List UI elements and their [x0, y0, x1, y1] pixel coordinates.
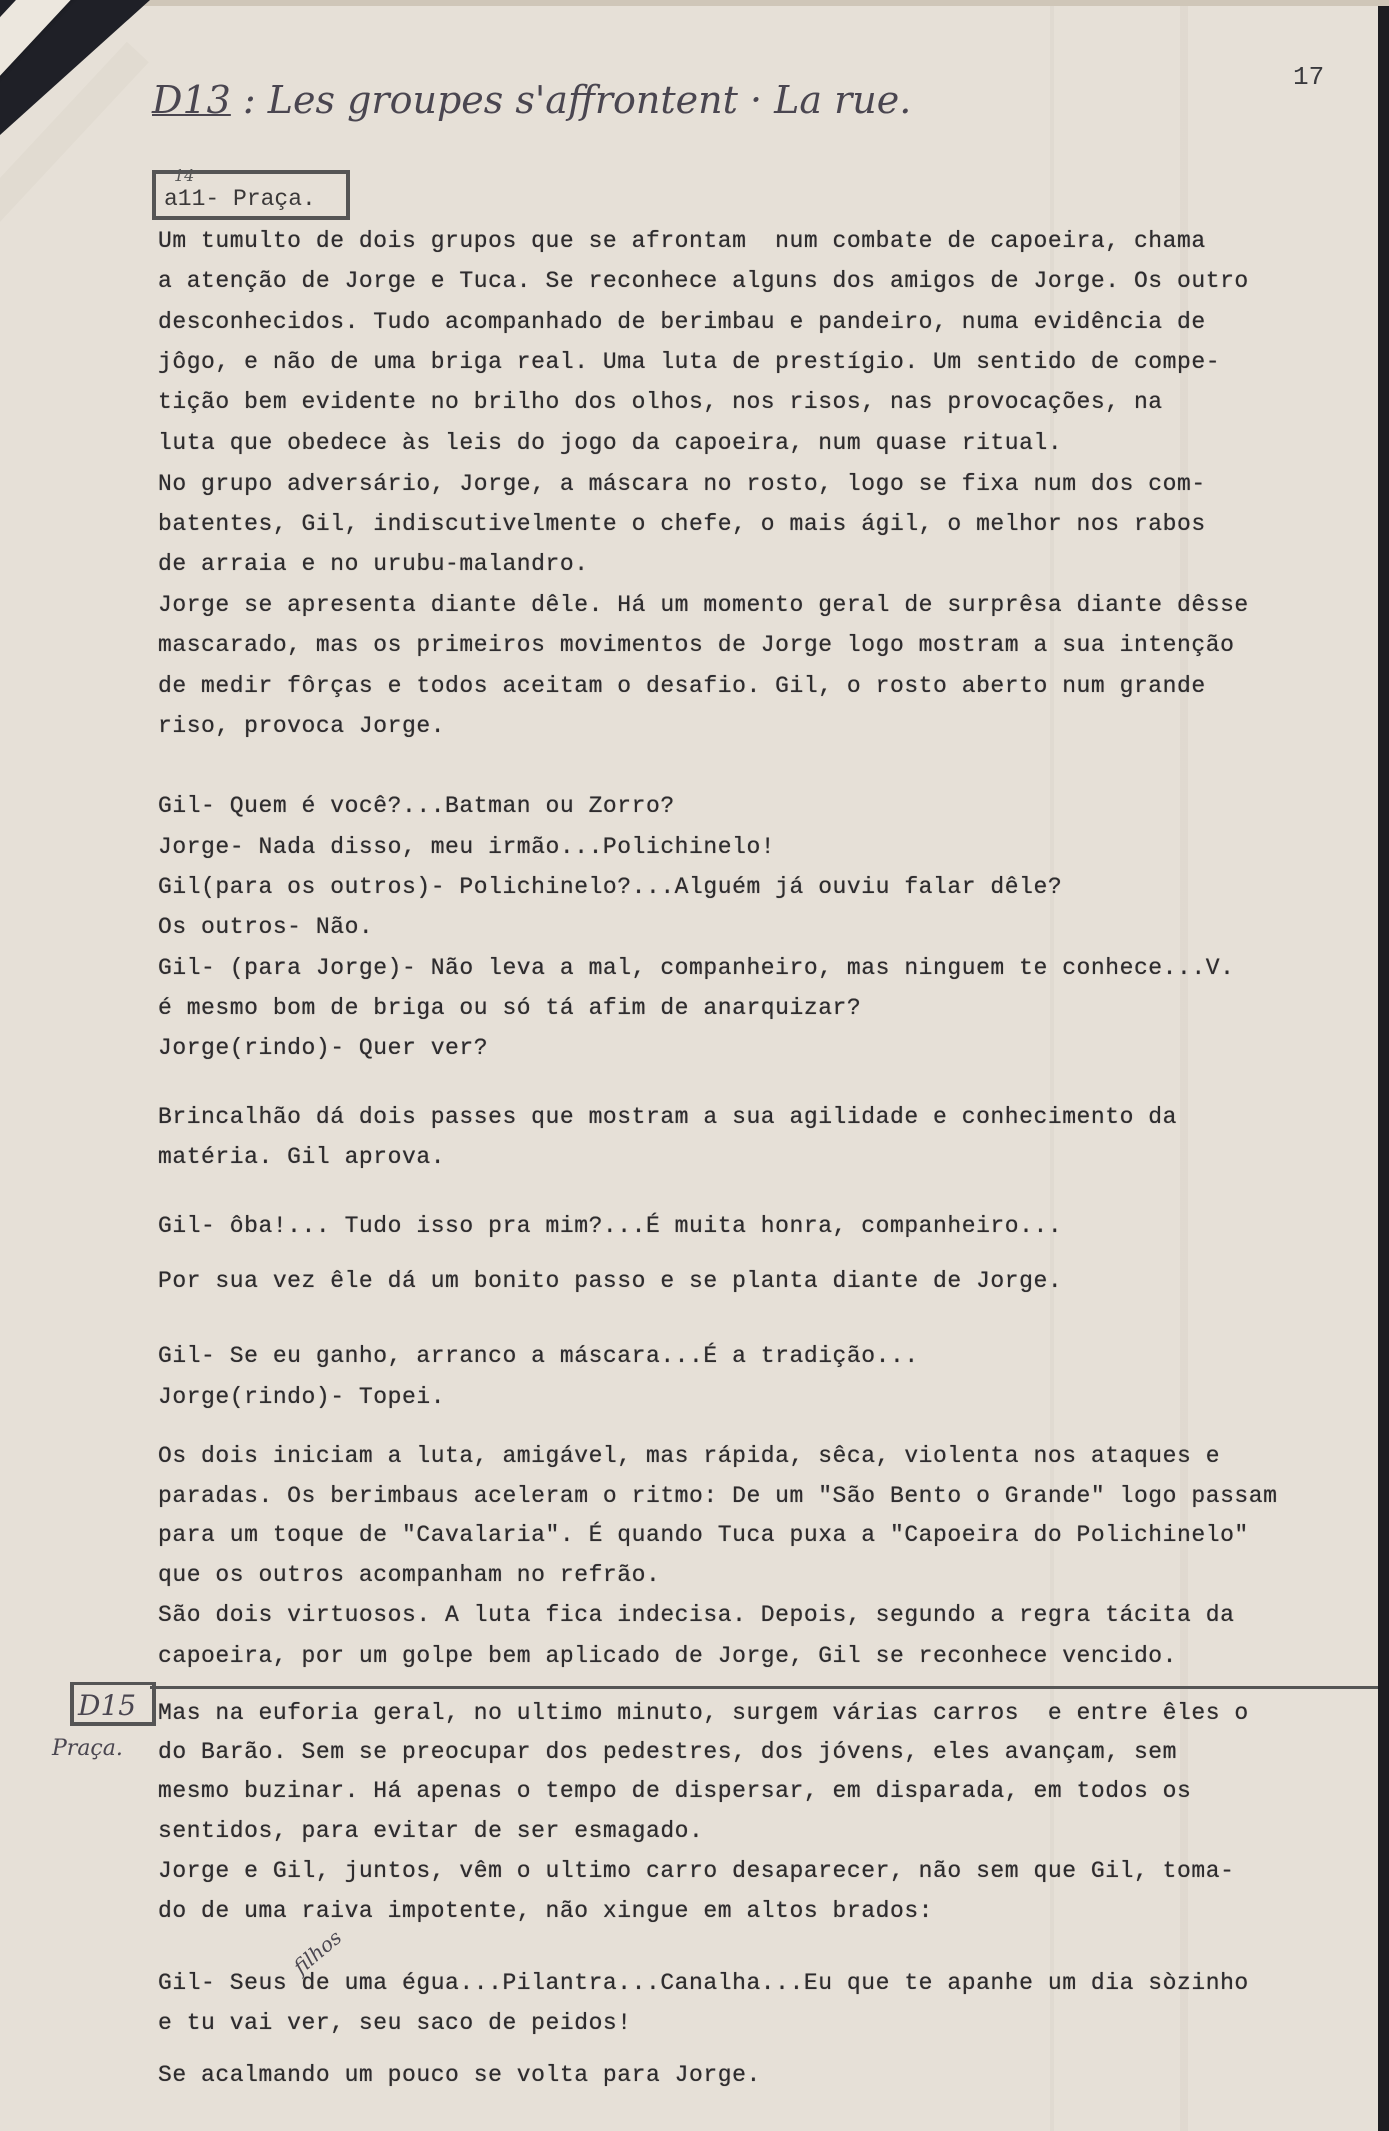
text-line: Jorge se apresenta diante dêle. Há um momento geral de surprêsa diante dêsse [158, 592, 1249, 618]
text-line: tição bem evidente no brilho dos olhos, nos risos, nas provocações, na [158, 389, 1163, 415]
text-line: desconhecidos. Tudo acompanhado de berimbau e pandeiro, numa evidência de [158, 309, 1206, 335]
text-line: luta que obedece às leis do jogo da capoeira, num quase ritual. [158, 430, 1063, 456]
text-line: Gil- ôba!... Tudo isso pra mim?...É muita honra, companheiro... [158, 1213, 1063, 1239]
text-line: Jorge(rindo)- Topei. [158, 1384, 446, 1410]
text-line: No grupo adversário, Jorge, a máscara no rosto, logo se fixa num dos com- [158, 471, 1206, 497]
text-line: Gil- Quem é você?...Batman ou Zorro? [158, 793, 675, 819]
text-line: paradas. Os berimbaus aceleram o ritmo: De um "São Bento o Grande" logo passam [158, 1483, 1278, 1509]
scene-divider [150, 1686, 1378, 1689]
text-line: para um toque de "Cavalaria". É quando Tuca puxa a "Capoeira do Polichinelo" [158, 1522, 1249, 1548]
text-line: Por sua vez êle dá um bonito passo e se planta diante de Jorge. [158, 1268, 1063, 1294]
text-line: Os outros- Não. [158, 914, 374, 940]
text-line: do Barão. Sem se preocupar dos pedestres, dos jóvens, eles avançam, sem [158, 1739, 1178, 1765]
text-line: e tu vai ver, seu saco de peidos! [158, 2010, 632, 2036]
text-line: mesmo buzinar. Há apenas o tempo de dispersar, em disparada, em todos os [158, 1778, 1192, 1804]
scene-code-box [70, 1682, 156, 1726]
text-line: de arraia e no urubu-malandro. [158, 551, 589, 577]
text-line: Jorge- Nada disso, meu irmão...Polichinelo! [158, 834, 776, 860]
scene-title: : Les groupes s'affrontent · La rue. [242, 78, 912, 122]
text-line: Os dois iniciam a luta, amigável, mas rápida, sêca, violenta nos ataques e [158, 1443, 1221, 1469]
text-line: Jorge(rindo)- Quer ver? [158, 1035, 489, 1061]
text-line: é mesmo bom de briga ou só tá afim de anarquizar? [158, 995, 862, 1021]
text-line: Um tumulto de dois grupos que se afrontam num combate de capoeira, chama [158, 228, 1206, 254]
text-line: sentidos, para evitar de ser esmagado. [158, 1818, 704, 1844]
scene-code: D13 [152, 78, 231, 122]
scene-number-correction: 14 [174, 166, 195, 185]
scene-code-d15: D15 [78, 1689, 137, 1722]
text-line: que os outros acompanham no refrão. [158, 1562, 661, 1588]
text-line: mascarado, mas os primeiros movimentos de Jorge logo mostram a sua intenção [158, 632, 1235, 658]
text-line: jôgo, e não de uma briga real. Uma luta de prestígio. Um sentido de compe- [158, 349, 1221, 375]
text-line: matéria. Gil aprova. [158, 1144, 446, 1170]
page-number: 17 [1293, 62, 1325, 92]
text-line: capoeira, por um golpe bem aplicado de Jorge, Gil se reconhece vencido. [158, 1643, 1178, 1669]
page-top-edge [0, 0, 1389, 6]
text-line: São dois virtuosos. A luta fica indecisa. Depois, segundo a regra tácita da [158, 1602, 1235, 1628]
text-line: de medir fôrças e todos aceitam o desafio. Gil, o rosto aberto num grande [158, 673, 1206, 699]
text-line: Gil(para os outros)- Polichinelo?...Alguém já ouviu falar dêle? [158, 874, 1063, 900]
text-line: Gil- Seus de uma égua...Pilantra...Canalha...Eu que te apanhe um dia sòzinho [158, 1970, 1249, 1996]
insertion-note: filhos [288, 1925, 347, 1979]
handwritten-header [152, 78, 911, 122]
text-line: riso, provoca Jorge. [158, 713, 446, 739]
text-line: Jorge e Gil, juntos, vêm o ultimo carro desaparecer, não sem que Gil, toma- [158, 1858, 1235, 1884]
margin-note: Praça. [52, 1736, 123, 1761]
text-line: do de uma raiva impotente, não xingue em altos brados: [158, 1898, 934, 1924]
text-line: batentes, Gil, indiscutivelmente o chefe, o mais ágil, o melhor nos rabos [158, 511, 1206, 537]
text-line: Brincalhão dá dois passes que mostram a sua agilidade e conhecimento da [158, 1104, 1178, 1130]
scene-heading: a11- Praça. [164, 186, 316, 212]
text-line: Mas na euforia geral, no ultimo minuto, surgem várias carros e entre êles o [158, 1700, 1249, 1726]
scene-heading-box [152, 166, 350, 220]
text-line: Gil- (para Jorge)- Não leva a mal, companheiro, mas ninguem te conhece...V. [158, 955, 1235, 981]
text-line: Se acalmando um pouco se volta para Jorge. [158, 2062, 761, 2088]
text-line: a atenção de Jorge e Tuca. Se reconhece alguns dos amigos de Jorge. Os outro [158, 268, 1249, 294]
text-line: Gil- Se eu ganho, arranco a máscara...É a tradição... [158, 1343, 919, 1369]
